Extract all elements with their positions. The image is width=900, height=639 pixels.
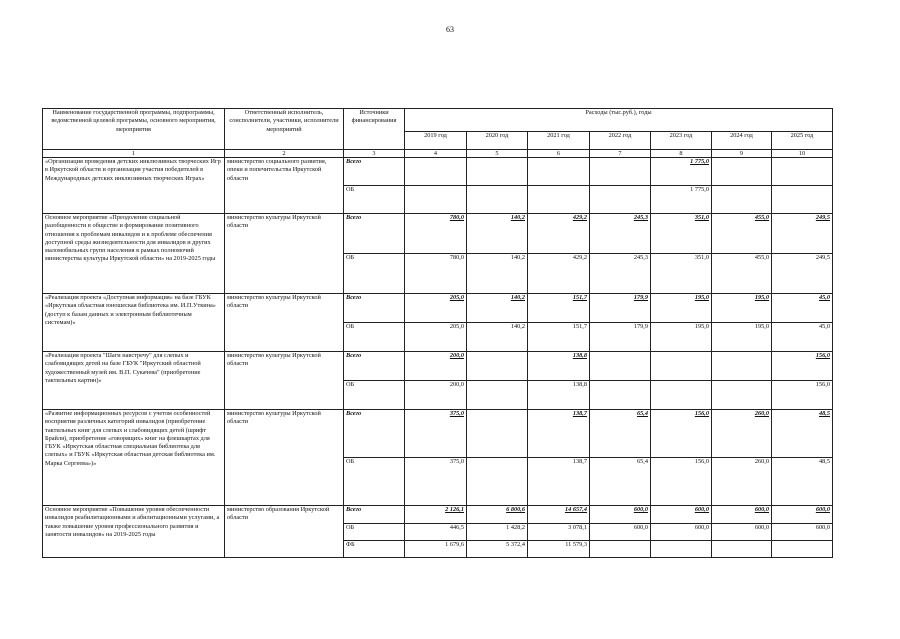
expense-cell: 249,5 [772,254,833,294]
funding-source: ОБ [344,254,405,294]
expense-cell: 140,2 [467,214,528,254]
expense-cell: 156,0 [772,352,833,381]
expense-cell: 138,8 [528,381,590,410]
expense-cell: 600,0 [772,506,833,524]
expense-cell: 200,0 [405,352,467,381]
header-expenses: Расходы (тыс.руб.), годы [405,109,833,132]
funding-source: ОБ [344,186,405,214]
expense-cell: 6 800,6 [467,506,528,524]
expense-cell: 5 372,4 [467,541,528,558]
expense-cell: 138,7 [528,410,590,458]
expense-cell [651,352,712,381]
expense-cell: 48,5 [772,458,833,506]
table-row [43,410,833,458]
expense-cell: 1 679,6 [405,541,467,558]
expense-cell: 1 775,0 [651,186,712,214]
column-index: 2 [225,150,344,158]
expense-cell: 3 078,1 [528,524,590,541]
responsible-executor: министерство социального развития, опеки и попечительства Иркутской области [225,158,344,214]
expense-cell [528,158,590,186]
expense-cell: 455,0 [712,214,772,254]
funding-source: Всего [344,158,405,186]
column-index: 4 [405,150,467,158]
expense-cell: 138,7 [528,458,590,506]
expense-cell: 245,3 [590,214,651,254]
expense-cell [590,186,651,214]
responsible-executor: министерство культуры Иркутской области [225,294,344,352]
expense-cell: 600,0 [651,506,712,524]
expense-cell: 600,0 [772,524,833,541]
expense-cell: 351,0 [651,254,712,294]
expense-cell [405,186,467,214]
expense-cell [712,352,772,381]
expense-cell: 45,0 [772,294,833,323]
column-index: 10 [772,150,833,158]
table-row [43,352,833,381]
expense-cell: 260,0 [712,458,772,506]
expense-cell: 780,0 [405,254,467,294]
expense-cell [590,381,651,410]
funding-source: Всего [344,294,405,323]
expense-cell: 45,0 [772,323,833,352]
column-index: 1 [43,150,225,158]
expense-cell: 600,0 [590,506,651,524]
expense-cell [712,158,772,186]
column-index: 8 [651,150,712,158]
header-responsible: Ответственный исполнитель, соисполнители, участники, исполнители мероприятий [225,109,344,150]
expense-cell: 156,0 [651,410,712,458]
expense-cell: 195,0 [712,323,772,352]
expense-cell: 65,4 [590,458,651,506]
expense-cell: 151,7 [528,294,590,323]
table-row [43,294,833,323]
expense-cell: 375,0 [405,458,467,506]
program-name: «Развитие информационных ресурсов с учетом особенностей восприятия различных категорий инвалидов (приобретение тактильных книг для слепых и слабовидящих детей (шрифт Брайля), приобретение «говорящих» книг на флешкартах для ГБУК «Иркутская областная специальная библиотека для слепых» и ГБУК «Иркутская областная детская библиотека им. Марка Сергеева»)» [43,410,225,506]
expense-cell: 156,0 [772,381,833,410]
expense-cell: 780,0 [405,214,467,254]
column-index: 6 [528,150,590,158]
funding-source: ОБ [344,381,405,410]
program-name: Основное мероприятие «Преодоление социальной разобщенности в обществе и формирование позитивного отношения к проблемам инвалидов и к проблеме обеспечения доступной среды жизнедеятельности для инвалидов и других маломобильных групп населения в рамках полномочий министерства культуры Иркутской области» на 2019-2025 годы [43,214,225,294]
expense-cell: 65,4 [590,410,651,458]
expense-cell: 179,9 [590,323,651,352]
funding-source: ОБ [344,323,405,352]
header-program: Наименование государственной программы, подпрограммы, ведомственной целевой программы, основного мероприятия, мероприятия [43,109,225,150]
expense-cell: 195,0 [712,294,772,323]
expense-cell [467,158,528,186]
expense-cell: 600,0 [712,506,772,524]
expense-cell [651,541,712,558]
expense-cell: 249,5 [772,214,833,254]
expense-cell [712,186,772,214]
funding-source: Всего [344,352,405,381]
expense-cell: 48,5 [772,410,833,458]
expense-cell: 1 428,2 [467,524,528,541]
expense-cell [772,541,833,558]
expense-cell [467,381,528,410]
expense-cell: 2 126,1 [405,506,467,524]
expense-cell: 429,2 [528,254,590,294]
expense-cell [590,158,651,186]
header-year: 2021 год [528,132,590,150]
expense-cell: 375,0 [405,410,467,458]
expense-cell [405,158,467,186]
table-row [43,506,833,524]
expense-cell: 600,0 [590,524,651,541]
expense-cell: 156,0 [651,458,712,506]
expense-cell [772,158,833,186]
expense-cell [651,381,712,410]
header-year: 2020 год [467,132,528,150]
expense-cell: 351,0 [651,214,712,254]
funding-source: ФБ [344,541,405,558]
expense-cell: 600,0 [651,524,712,541]
expense-cell: 140,2 [467,254,528,294]
program-name: «Организация проведения детских инклюзивных творческих Игр в Иркутской области и организация участия победителей в Международных детских инклюзивных творческих Играх» [43,158,225,214]
expense-cell: 245,3 [590,254,651,294]
funding-source: Всего [344,214,405,254]
expense-cell: 14 657,4 [528,506,590,524]
expense-cell [712,541,772,558]
expense-cell [467,352,528,381]
responsible-executor: министерство культуры Иркутской области [225,214,344,294]
expense-cell: 179,9 [590,294,651,323]
page-number: 63 [446,25,454,34]
responsible-executor: министерство культуры Иркутской области [225,352,344,410]
funding-source: Всего [344,506,405,524]
expense-cell: 600,0 [712,524,772,541]
budget-table [42,108,833,558]
table-row [43,158,833,186]
expense-cell: 200,0 [405,381,467,410]
expense-cell [590,352,651,381]
expense-cell: 205,0 [405,323,467,352]
program-name: «Реализация проекта «Доступная информация» на базе ГБУК «Иркутская областная юношеская библиотека им. И.П.Уткина» (доступ к базам данных и электронным библиотечным системам)» [43,294,225,352]
table-row [43,214,833,254]
column-index: 7 [590,150,651,158]
header-year: 2019 год [405,132,467,150]
expense-cell: 205,0 [405,294,467,323]
expense-cell: 195,0 [651,294,712,323]
header-year: 2023 год [651,132,712,150]
responsible-executor: министерство образования Иркутской области [225,506,344,558]
program-name: «Реализация проекта "Шаги навстречу" для слепых и слабовидящих детей на базе ГБУК "Иркутский областной художественный музей им. В.П. Сукачева" (приобретение тактильных картин)» [43,352,225,410]
funding-source: ОБ [344,458,405,506]
expense-cell [467,458,528,506]
expense-cell: 455,0 [712,254,772,294]
expense-cell: 140,2 [467,294,528,323]
funding-source: Всего [344,410,405,458]
funding-source: ОБ [344,524,405,541]
header-year: 2024 год [712,132,772,150]
expense-cell: 11 579,3 [528,541,590,558]
expense-cell [772,186,833,214]
expense-cell: 138,8 [528,352,590,381]
column-index: 3 [344,150,405,158]
expense-cell: 429,2 [528,214,590,254]
expense-cell: 195,0 [651,323,712,352]
header-year: 2022 год [590,132,651,150]
expense-cell [467,410,528,458]
responsible-executor: министерство культуры Иркутской области [225,410,344,506]
column-index: 9 [712,150,772,158]
column-index: 5 [467,150,528,158]
expense-cell: 140,2 [467,323,528,352]
expense-cell [712,381,772,410]
expense-cell [528,186,590,214]
expense-cell: 1 775,0 [651,158,712,186]
header-year: 2025 год [772,132,833,150]
expense-cell: 446,5 [405,524,467,541]
program-name: Основное мероприятие «Повышение уровня обеспеченности инвалидов реабилитационными и абилитационными услугами, а также повышение уровня профессионального развития и занятости инвалидов» на 2019-2025 годы [43,506,225,558]
expense-cell [467,186,528,214]
expense-cell [590,541,651,558]
expense-cell: 260,0 [712,410,772,458]
header-source: Источники финансирования [344,109,405,150]
expense-cell: 151,7 [528,323,590,352]
